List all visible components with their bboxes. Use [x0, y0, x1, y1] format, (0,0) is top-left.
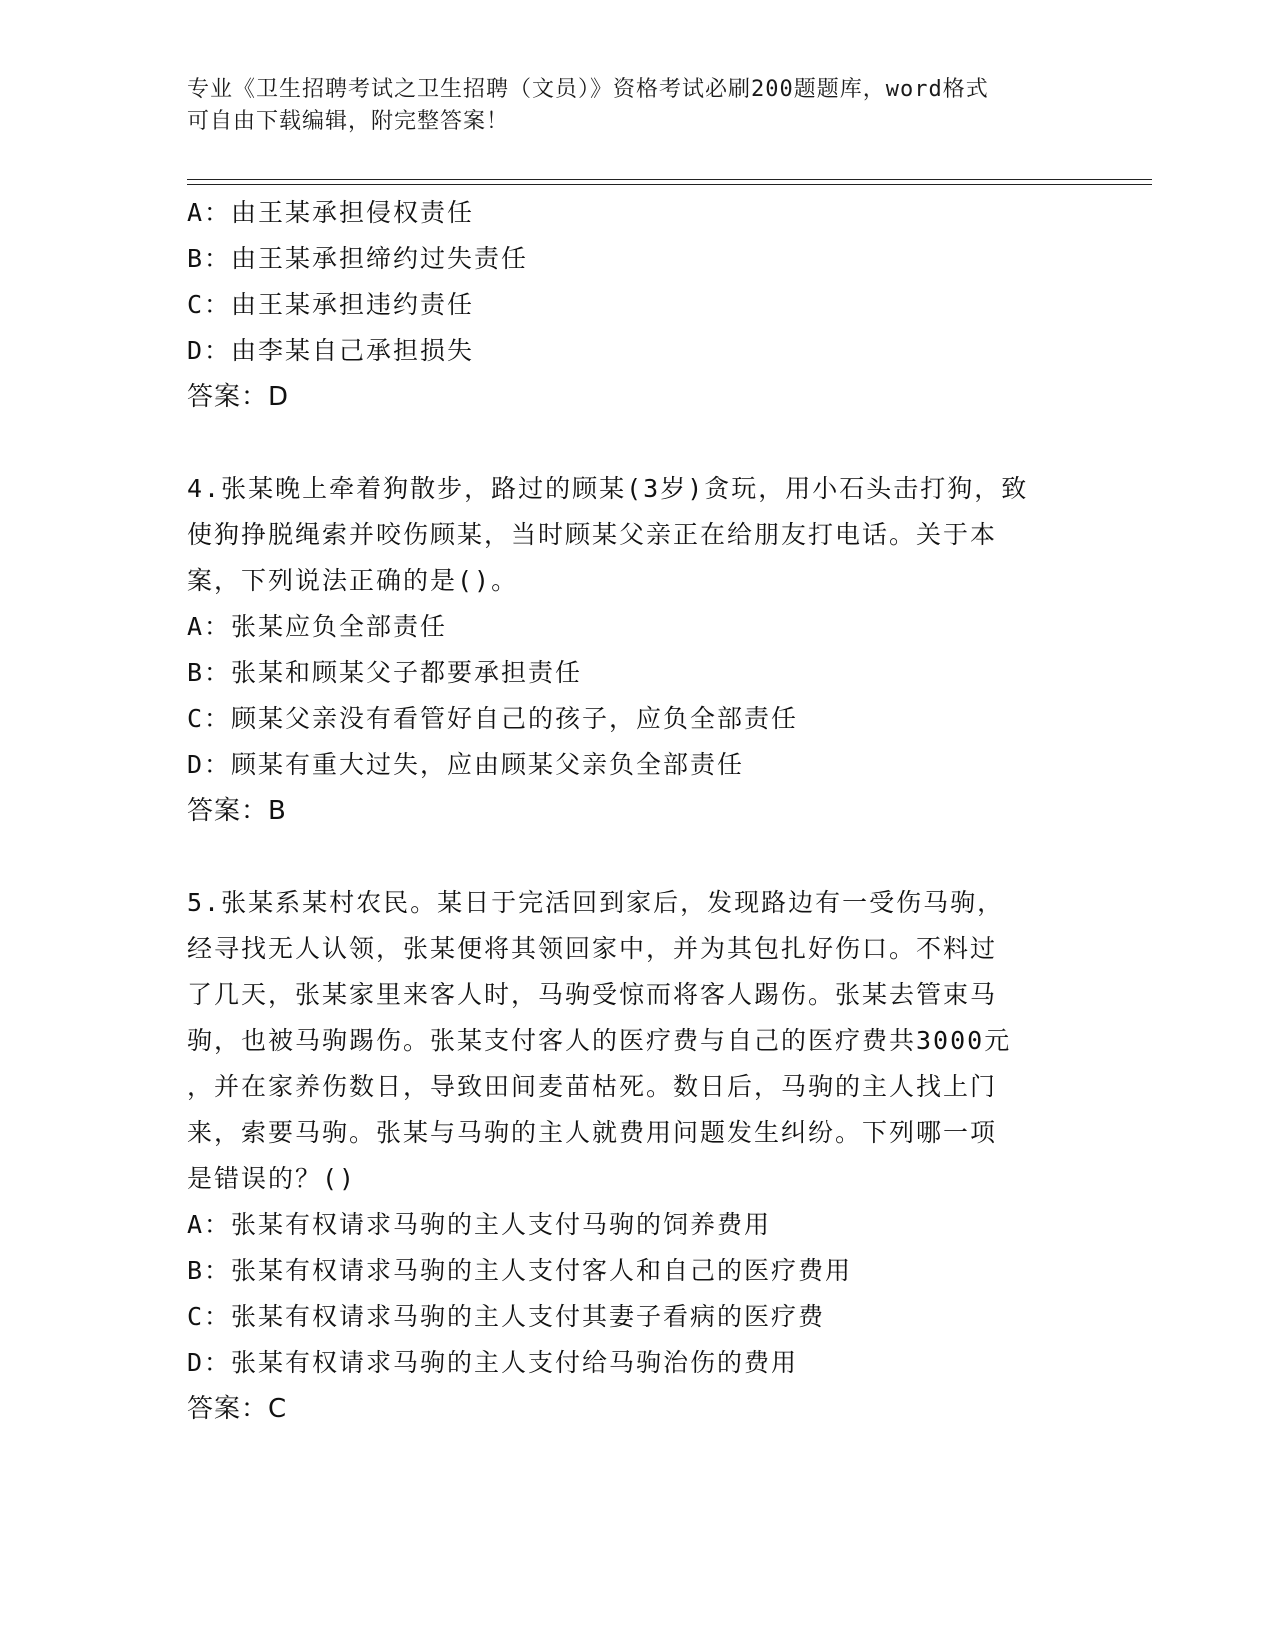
answer-line: 答案：D [187, 382, 290, 412]
question-stem-line: 5.张某系某村农民。某日于完活回到家后，发现路边有一受伤马驹， [187, 888, 1005, 917]
option-b: B：由王某承担缔约过失责任 [187, 244, 529, 273]
question-stem-line: 经寻找无人认领，张某便将其领回家中，并为其包扎好伤口。不料过 [187, 934, 998, 963]
option-c: C：张某有权请求马驹的主人支付其妻子看病的医疗费 [187, 1302, 826, 1331]
header-line-2: 可自由下载编辑，附完整答案！ [187, 109, 510, 134]
option-d: D：由李某自己承担损失 [187, 336, 475, 365]
question-stem-line: 驹，也被马驹踢伤。张某支付客人的医疗费与自己的医疗费共3000元 [187, 1026, 1012, 1055]
question-5 [187, 880, 1087, 1432]
option-d: D：顾某有重大过失，应由顾某父亲负全部责任 [187, 750, 745, 779]
question-4 [187, 466, 1087, 834]
spacer [187, 834, 1087, 880]
spacer [187, 420, 1087, 466]
question-stem-line: ，并在家养伤数日，导致田间麦苗枯死。数日后，马驹的主人找上门 [187, 1072, 998, 1101]
answer-line: 答案：B [187, 796, 287, 826]
option-b: B：张某和顾某父子都要承担责任 [187, 658, 583, 687]
option-a: A：张某有权请求马驹的主人支付马驹的饲养费用 [187, 1210, 772, 1239]
question-3 [187, 190, 1087, 420]
header-line-1: 专业《卫生招聘考试之卫生招聘（文员）》资格考试必刷200题题库，word格式 [187, 77, 989, 102]
question-stem-line: 了几天，张某家里来客人时，马驹受惊而将客人踢伤。张某去管束马 [187, 980, 998, 1009]
question-stem-line: 来，索要马驹。张某与马驹的主人就费用问题发生纠纷。下列哪一项 [187, 1118, 998, 1147]
option-a: A：由王某承担侵权责任 [187, 198, 475, 227]
question-stem-line: 4.张某晚上牵着狗散步，路过的顾某(3岁)贪玩，用小石头击打狗，致 [187, 474, 1029, 503]
question-stem-line: 案，下列说法正确的是()。 [187, 566, 519, 595]
header-divider-top [187, 179, 1152, 180]
option-d: D：张某有权请求马驹的主人支付给马驹治伤的费用 [187, 1348, 799, 1377]
answer-line: 答案：C [187, 1394, 288, 1424]
option-b: B：张某有权请求马驹的主人支付客人和自己的医疗费用 [187, 1256, 853, 1285]
question-content [187, 190, 1087, 1432]
document-header [187, 74, 1087, 138]
option-c: C：顾某父亲没有看管好自己的孩子，应负全部责任 [187, 704, 799, 733]
option-a: A：张某应负全部责任 [187, 612, 448, 641]
header-divider-bottom [187, 184, 1152, 185]
question-stem-line: 是错误的？() [187, 1164, 357, 1193]
option-c: C：由王某承担违约责任 [187, 290, 475, 319]
question-stem-line: 使狗挣脱绳索并咬伤顾某，当时顾某父亲正在给朋友打电话。关于本 [187, 520, 998, 549]
